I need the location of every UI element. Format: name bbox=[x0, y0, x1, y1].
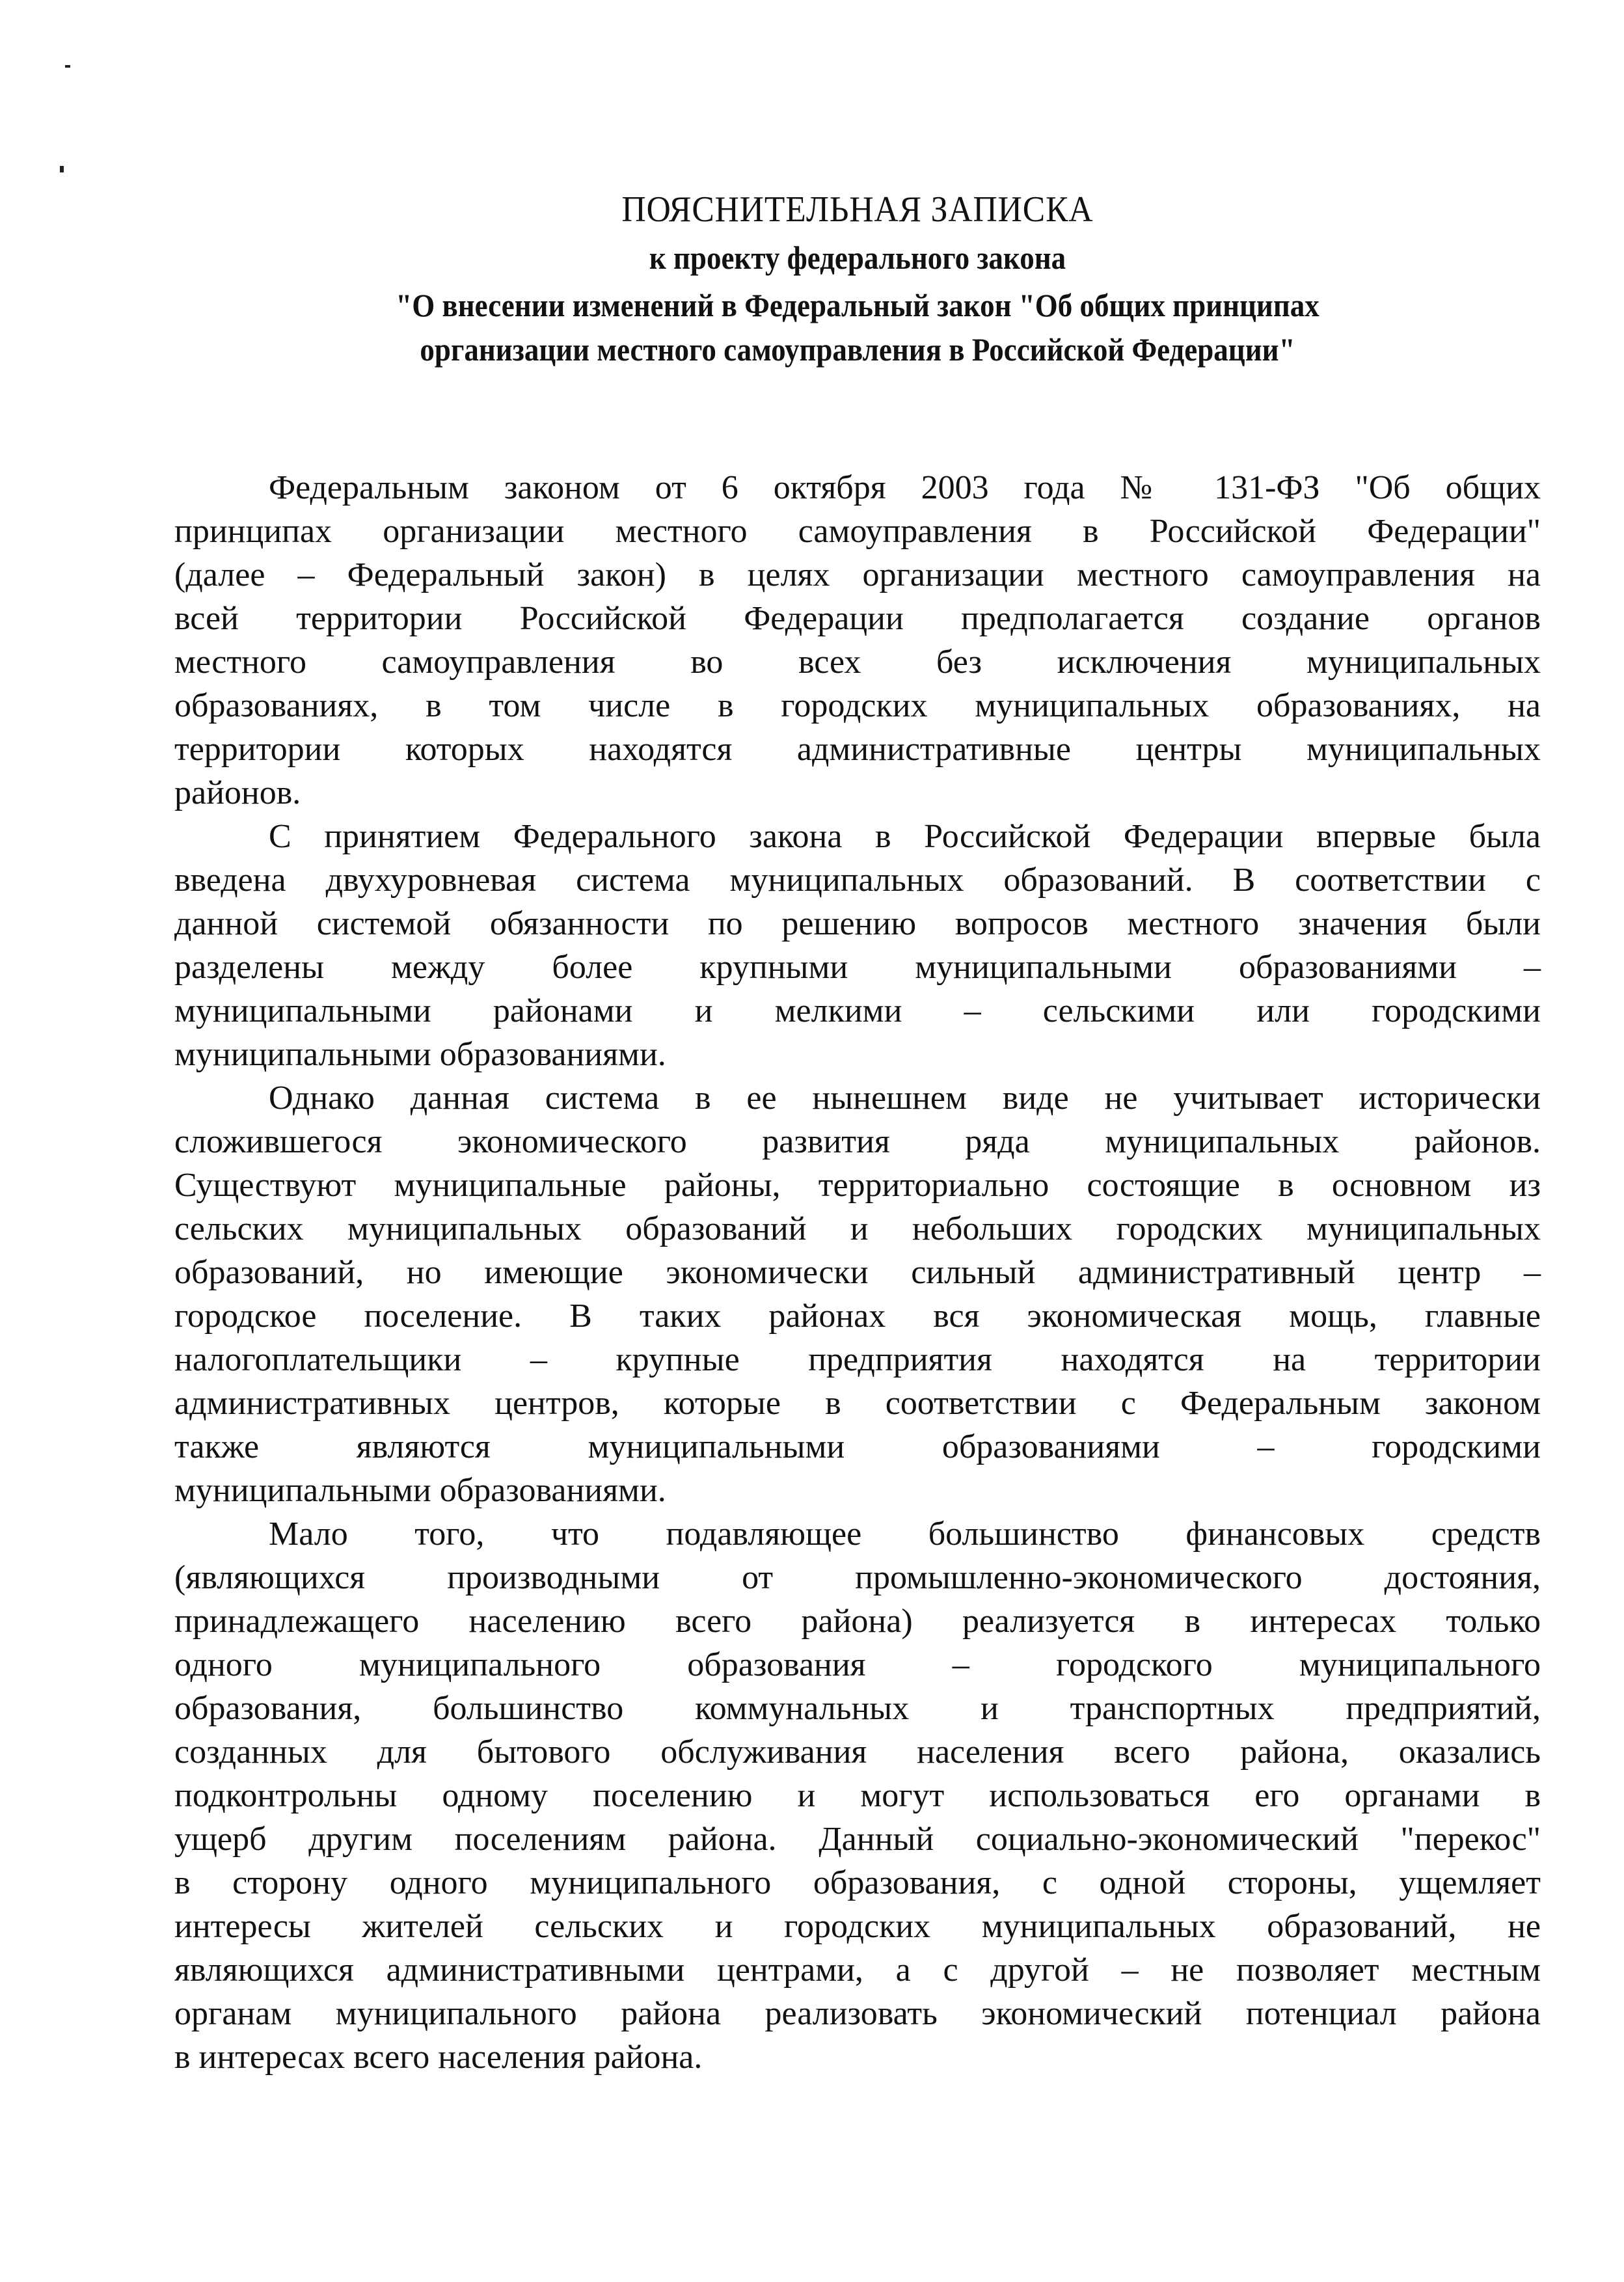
scan-speck bbox=[60, 166, 64, 172]
text-line: интересы жителей сельских и городских муниципальных образований, не bbox=[174, 1908, 1541, 1945]
document-title: ПОЯСНИТЕЛЬНАЯ ЗАПИСКА bbox=[621, 189, 1094, 230]
text-line: созданных для бытового обслуживания населения всего района, оказались bbox=[174, 1733, 1541, 1771]
text-line: муниципальными районами и мелкими – сельскими или городскими bbox=[174, 992, 1541, 1029]
text-line: (являющихся производными от промышленно-экономического достояния, bbox=[174, 1559, 1541, 1596]
paragraph bbox=[174, 466, 1541, 815]
text-line: данной системой обязанности по решению вопросов местного значения были bbox=[174, 905, 1541, 942]
text-line: Существуют муниципальные районы, территориально состоящие в основном из bbox=[174, 1167, 1541, 1204]
text-line: образованиях, в том числе в городских муниципальных образованиях, на bbox=[174, 687, 1541, 724]
text-line: в сторону одного муниципального образования, с одной стороны, ущемляет bbox=[174, 1864, 1541, 1901]
text-line: в интересах всего населения района. bbox=[174, 2039, 703, 2076]
text-line: Однако данная система в ее нынешнем виде не учитывает исторически bbox=[269, 1080, 1541, 1117]
scan-speck bbox=[65, 65, 70, 68]
text-line: подконтрольны одному поселению и могут использоваться его органами в bbox=[174, 1777, 1541, 1814]
text-line: принадлежащего населению всего района) реализуется в интересах только bbox=[174, 1603, 1541, 1640]
text-line: (далее – Федеральный закон) в целях организации местного самоуправления на bbox=[174, 556, 1541, 593]
text-line: разделены между более крупными муниципальными образованиями – bbox=[174, 949, 1541, 986]
law-name-line-2: организации местного самоуправления в Российской Федерации" bbox=[420, 331, 1295, 368]
text-line: ущерб другим поселениям района. Данный социально-экономический "перекос" bbox=[174, 1821, 1541, 1858]
document-subtitle: к проекту федерального закона bbox=[649, 239, 1066, 276]
text-line: административных центров, которые в соответствии с Федеральным законом bbox=[174, 1385, 1541, 1422]
law-name-line-1: "О внесении изменений в Федеральный закон "Об общих принципах bbox=[396, 287, 1320, 323]
text-line: принципах организации местного самоуправления в Российской Федерации" bbox=[174, 513, 1541, 550]
text-line: местного самоуправления во всех без исключения муниципальных bbox=[174, 644, 1541, 681]
document-body bbox=[174, 466, 1541, 2079]
text-line: сложившегося экономического развития ряда муниципальных районов. bbox=[174, 1123, 1541, 1160]
text-line: являющихся административными центрами, а с другой – не позволяет местным bbox=[174, 1951, 1541, 1989]
text-line: территории которых находятся административные центры муниципальных bbox=[174, 731, 1541, 768]
text-line: одного муниципального образования – городского муниципального bbox=[174, 1646, 1541, 1683]
text-line: налогоплательщики – крупные предприятия находятся на территории bbox=[174, 1341, 1541, 1378]
paragraph bbox=[174, 815, 1541, 1076]
text-line: всей территории Российской Федерации предполагается создание органов bbox=[174, 600, 1541, 637]
text-line: образования, большинство коммунальных и транспортных предприятий, bbox=[174, 1690, 1541, 1727]
text-line: городское поселение. В таких районах вся экономическая мощь, главные bbox=[174, 1297, 1541, 1335]
paragraph bbox=[174, 1076, 1541, 1512]
text-line: введена двухуровневая система муниципальных образований. В соответствии с bbox=[174, 862, 1541, 899]
text-line: сельских муниципальных образований и небольших городских муниципальных bbox=[174, 1210, 1541, 1247]
text-line: образований, но имеющие экономически сильный административный центр – bbox=[174, 1254, 1541, 1291]
text-line: муниципальными образованиями. bbox=[174, 1036, 666, 1073]
text-line: Федеральным законом от 6 октября 2003 года № 131-ФЗ "Об общих bbox=[269, 469, 1541, 506]
text-line: районов. bbox=[174, 774, 301, 811]
paragraph bbox=[174, 1512, 1541, 2079]
text-line: также являются муниципальными образованиями – городскими bbox=[174, 1428, 1541, 1465]
text-line: муниципальными образованиями. bbox=[174, 1472, 666, 1509]
text-line: органам муниципального района реализовать экономический потенциал района bbox=[174, 1995, 1541, 2032]
text-line: С принятием Федерального закона в Российской Федерации впервые была bbox=[269, 818, 1541, 855]
text-line: Мало того, что подавляющее большинство финансовых средств bbox=[269, 1515, 1541, 1553]
